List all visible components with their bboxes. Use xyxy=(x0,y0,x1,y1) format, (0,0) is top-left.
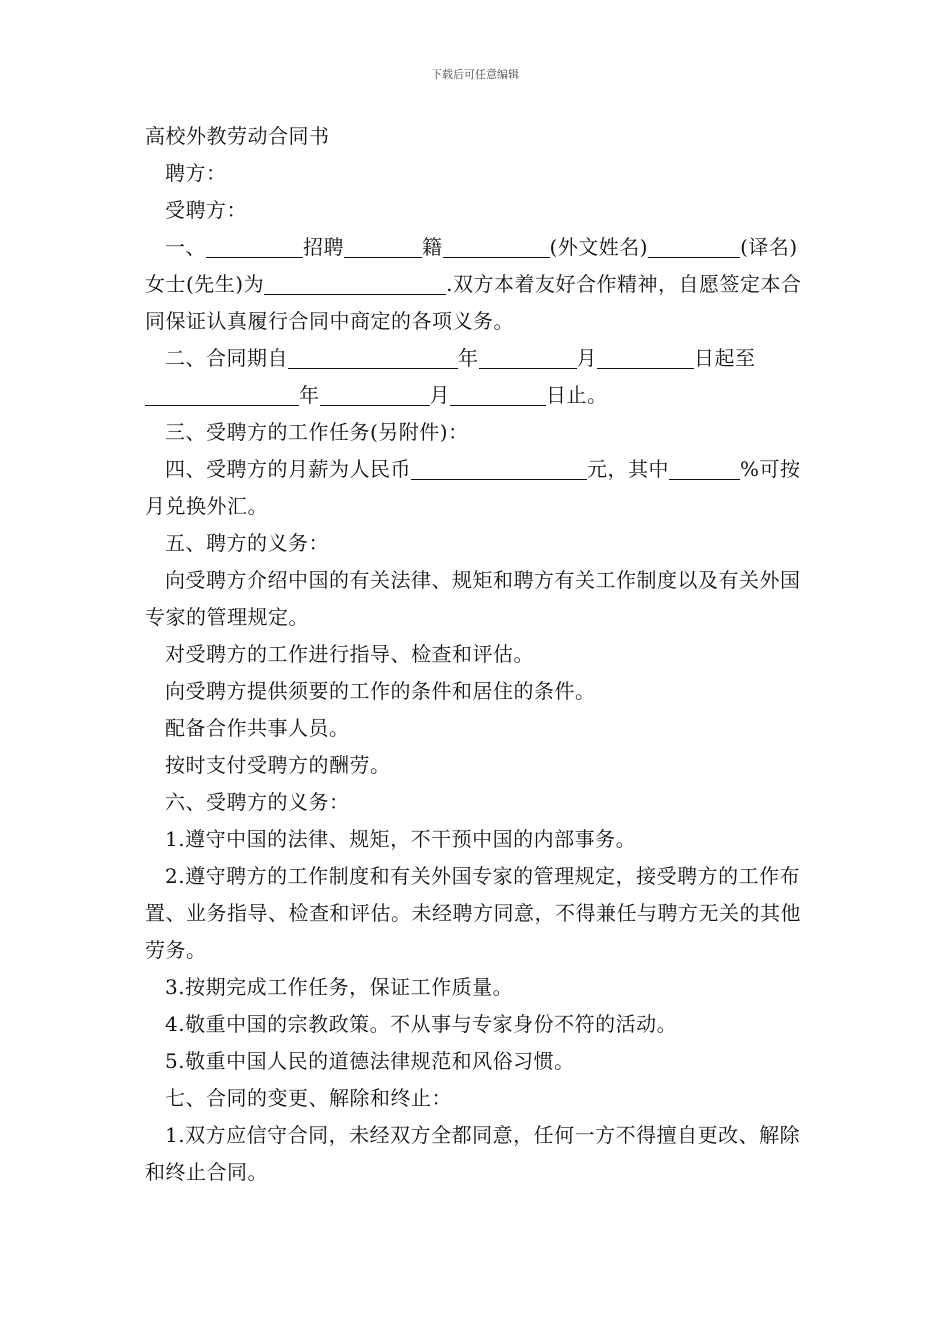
clause-6-item: 5.敬重中国人民的道德法律规范和风俗习惯。 xyxy=(165,1049,575,1073)
blank-field[interactable] xyxy=(264,269,446,295)
clause-2-text: 年 xyxy=(458,346,479,370)
clause-4-text: 元，其中 xyxy=(587,457,669,481)
clause-2-text: 二、合同期自 xyxy=(165,346,288,370)
blank-field[interactable] xyxy=(206,232,303,258)
clause-6: 六、受聘方的义务： xyxy=(165,790,350,814)
clause-1-text: 籍 xyxy=(422,235,443,259)
clause-6-item: 4.敬重中国的宗教政策。不从事与专家身份不符的活动。 xyxy=(165,1012,678,1036)
blank-field[interactable] xyxy=(411,454,587,480)
blank-field[interactable] xyxy=(597,343,694,369)
blank-field[interactable] xyxy=(669,454,740,480)
blank-field[interactable] xyxy=(450,380,546,406)
employer-line: 聘方： xyxy=(165,161,227,185)
clause-5: 五、聘方的义务： xyxy=(165,531,329,555)
clause-6-item: 1.遵守中国的法律、规矩，不干预中国的内部事务。 xyxy=(165,827,637,851)
clause-5-item: 向受聘方介绍中国的有关法律、规矩和聘方有关工作制度以及有关外国专家的管理规定。 xyxy=(145,568,801,629)
clause-5-item: 对受聘方的工作进行指导、检查和评估。 xyxy=(165,642,534,666)
clause-4 xyxy=(145,451,809,525)
clause-1 xyxy=(145,229,809,340)
clause-4-text: 四、受聘方的月薪为人民币 xyxy=(165,457,411,481)
clause-1-number: 一、 xyxy=(165,235,206,259)
clause-6-item: 2.遵守聘方的工作制度和有关外国专家的管理规定，接受聘方的工作布置、业务指导、检查和评估。未经聘方同意，不得兼任与聘方无关的其他劳务。 xyxy=(145,864,801,962)
clause-6-item: 3.按期完成工作任务，保证工作质量。 xyxy=(165,975,514,999)
clause-5-item: 按时支付受聘方的酬劳。 xyxy=(165,753,391,777)
page-header: 下载后可任意编辑 xyxy=(431,68,519,81)
clause-2-text: 日起至 xyxy=(694,346,756,370)
blank-field[interactable] xyxy=(648,232,740,258)
clause-2-text: 年 xyxy=(299,383,320,407)
clause-1-text: 招聘 xyxy=(303,235,344,259)
contract-title: 高校外教劳动合同书 xyxy=(145,124,330,148)
clause-7: 七、合同的变更、解除和终止： xyxy=(165,1086,452,1110)
blank-field[interactable] xyxy=(443,232,550,258)
clause-3: 三、受聘方的工作任务(另附件)： xyxy=(165,420,469,444)
clause-2 xyxy=(145,340,809,414)
blank-field[interactable] xyxy=(479,343,577,369)
clause-4-text: %可按月兑换外汇。 xyxy=(145,457,801,518)
clause-1-text: (外文姓名) xyxy=(549,235,649,259)
employee-line: 受聘方： xyxy=(165,198,247,222)
blank-field[interactable] xyxy=(320,380,430,406)
clause-2-text: 月 xyxy=(576,346,597,370)
clause-2-text: 月 xyxy=(429,383,450,407)
contract-body xyxy=(145,118,809,1191)
clause-7-item: 1.双方应信守合同，未经双方全都同意，任何一方不得擅自更改、解除和终止合同。 xyxy=(145,1123,801,1184)
clause-2-text: 日止。 xyxy=(546,383,608,407)
blank-field[interactable] xyxy=(288,343,458,369)
blank-field[interactable] xyxy=(145,380,299,406)
clause-5-item: 向受聘方提供须要的工作的条件和居住的条件。 xyxy=(165,679,596,703)
clause-5-item: 配备合作共事人员。 xyxy=(165,716,350,740)
blank-field[interactable] xyxy=(344,232,422,258)
clause-1-text: (译名)女士(先生)为 xyxy=(145,235,798,296)
clause-1-text: .双方本着友好合作精神，自愿签定本合同保证认真履行合同中商定的各项义务。 xyxy=(145,272,802,333)
